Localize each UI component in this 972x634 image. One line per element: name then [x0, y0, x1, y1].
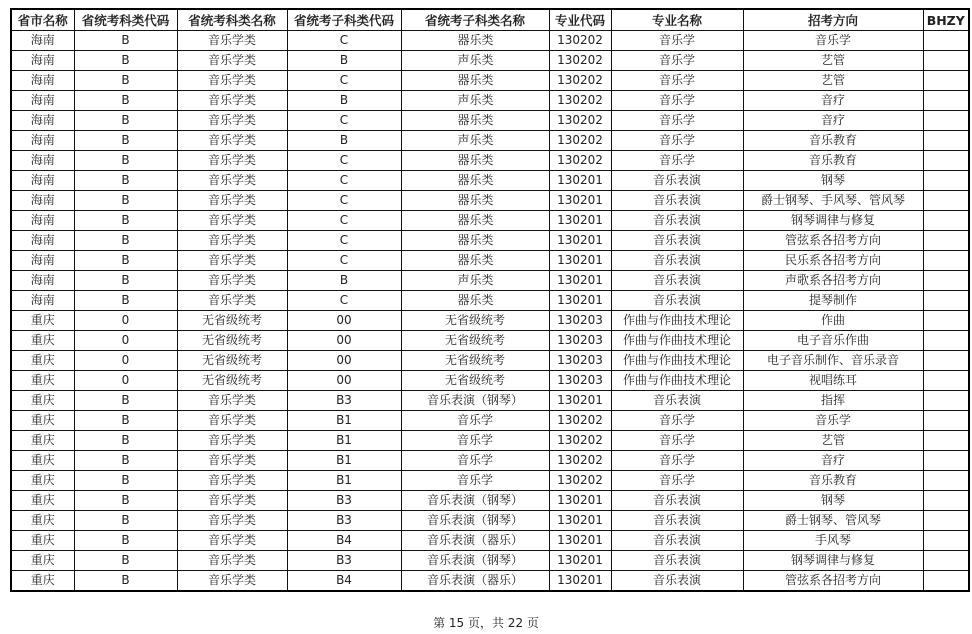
cell-exam-category-code: 0 [74, 311, 177, 331]
cell-major-name: 音乐表演 [611, 191, 743, 211]
cell-sub-category-name: 声乐类 [401, 91, 549, 111]
cell-admission-direction: 艺管 [743, 71, 923, 91]
cell-major-code: 130201 [549, 511, 611, 531]
cell-exam-category-name: 音乐学类 [177, 191, 287, 211]
cell-major-code: 130202 [549, 91, 611, 111]
cell-sub-category-code: B1 [287, 411, 401, 431]
cell-admission-direction: 音乐教育 [743, 151, 923, 171]
cell-major-name: 音乐学 [611, 51, 743, 71]
cell-exam-category-name: 音乐学类 [177, 551, 287, 571]
cell-province: 重庆 [11, 431, 74, 451]
cell-sub-category-name: 声乐类 [401, 51, 549, 71]
cell-major-code: 130201 [549, 551, 611, 571]
cell-province: 海南 [11, 191, 74, 211]
cell-bhzy [923, 531, 969, 551]
cell-sub-category-code: B1 [287, 451, 401, 471]
cell-exam-category-code: B [74, 111, 177, 131]
cell-province: 重庆 [11, 511, 74, 531]
cell-province: 海南 [11, 71, 74, 91]
header-bhzy: BHZY [923, 9, 969, 31]
cell-major-code: 130202 [549, 431, 611, 451]
cell-exam-category-name: 无省级统考 [177, 351, 287, 371]
cell-major-code: 130202 [549, 151, 611, 171]
cell-major-code: 130202 [549, 131, 611, 151]
cell-exam-category-code: B [74, 571, 177, 592]
cell-exam-category-code: 0 [74, 351, 177, 371]
cell-sub-category-code: B4 [287, 531, 401, 551]
cell-major-name: 音乐表演 [611, 531, 743, 551]
cell-sub-category-code: B3 [287, 491, 401, 511]
cell-province: 重庆 [11, 491, 74, 511]
cell-province: 海南 [11, 211, 74, 231]
table-row [11, 191, 969, 211]
cell-major-name: 音乐学 [611, 131, 743, 151]
cell-exam-category-code: B [74, 251, 177, 271]
cell-major-name: 音乐学 [611, 411, 743, 431]
cell-sub-category-code: 00 [287, 311, 401, 331]
cell-bhzy [923, 311, 969, 331]
cell-bhzy [923, 471, 969, 491]
cell-bhzy [923, 511, 969, 531]
cell-exam-category-name: 无省级统考 [177, 371, 287, 391]
cell-major-name: 音乐学 [611, 451, 743, 471]
cell-exam-category-name: 音乐学类 [177, 511, 287, 531]
cell-sub-category-name: 音乐表演（钢琴） [401, 511, 549, 531]
cell-sub-category-name: 无省级统考 [401, 311, 549, 331]
cell-bhzy [923, 171, 969, 191]
cell-exam-category-code: B [74, 131, 177, 151]
cell-admission-direction: 管弦系各招考方向 [743, 231, 923, 251]
cell-admission-direction: 指挥 [743, 391, 923, 411]
cell-exam-category-name: 音乐学类 [177, 171, 287, 191]
cell-major-name: 音乐表演 [611, 171, 743, 191]
cell-major-code: 130203 [549, 311, 611, 331]
cell-exam-category-code: B [74, 31, 177, 51]
cell-exam-category-name: 音乐学类 [177, 451, 287, 471]
cell-exam-category-code: B [74, 551, 177, 571]
table-row [11, 131, 969, 151]
cell-bhzy [923, 191, 969, 211]
cell-admission-direction: 音疗 [743, 111, 923, 131]
cell-major-name: 作曲与作曲技术理论 [611, 371, 743, 391]
cell-sub-category-name: 器乐类 [401, 151, 549, 171]
cell-bhzy [923, 231, 969, 251]
cell-major-code: 130202 [549, 411, 611, 431]
cell-province: 海南 [11, 251, 74, 271]
cell-exam-category-name: 音乐学类 [177, 431, 287, 451]
cell-sub-category-code: B1 [287, 471, 401, 491]
cell-sub-category-name: 器乐类 [401, 171, 549, 191]
table-row [11, 431, 969, 451]
cell-exam-category-name: 无省级统考 [177, 311, 287, 331]
cell-exam-category-code: B [74, 511, 177, 531]
cell-exam-category-name: 音乐学类 [177, 391, 287, 411]
cell-bhzy [923, 411, 969, 431]
cell-major-name: 音乐学 [611, 111, 743, 131]
cell-sub-category-code: B [287, 91, 401, 111]
cell-sub-category-name: 器乐类 [401, 111, 549, 131]
cell-sub-category-name: 无省级统考 [401, 331, 549, 351]
cell-major-name: 音乐表演 [611, 251, 743, 271]
cell-exam-category-code: B [74, 151, 177, 171]
cell-major-name: 音乐表演 [611, 291, 743, 311]
cell-major-name: 作曲与作曲技术理论 [611, 331, 743, 351]
cell-sub-category-code: C [287, 251, 401, 271]
cell-exam-category-name: 音乐学类 [177, 151, 287, 171]
cell-exam-category-code: B [74, 191, 177, 211]
cell-sub-category-code: C [287, 211, 401, 231]
cell-admission-direction: 钢琴 [743, 491, 923, 511]
cell-sub-category-code: C [287, 191, 401, 211]
cell-province: 重庆 [11, 551, 74, 571]
cell-sub-category-name: 音乐学 [401, 471, 549, 491]
table-row [11, 71, 969, 91]
cell-exam-category-name: 音乐学类 [177, 231, 287, 251]
cell-sub-category-code: B3 [287, 551, 401, 571]
cell-major-code: 130202 [549, 471, 611, 491]
table-row [11, 551, 969, 571]
cell-sub-category-code: 00 [287, 351, 401, 371]
cell-admission-direction: 管弦系各招考方向 [743, 571, 923, 592]
cell-sub-category-code: C [287, 31, 401, 51]
cell-sub-category-name: 器乐类 [401, 291, 549, 311]
table-row [11, 371, 969, 391]
cell-exam-category-code: B [74, 211, 177, 231]
cell-bhzy [923, 51, 969, 71]
table-row [11, 411, 969, 431]
cell-bhzy [923, 91, 969, 111]
cell-bhzy [923, 571, 969, 592]
table-row [11, 451, 969, 471]
cell-exam-category-code: B [74, 451, 177, 471]
cell-exam-category-name: 音乐学类 [177, 471, 287, 491]
cell-province: 重庆 [11, 331, 74, 351]
cell-admission-direction: 艺管 [743, 431, 923, 451]
table-row [11, 491, 969, 511]
cell-province: 海南 [11, 91, 74, 111]
cell-major-name: 音乐表演 [611, 231, 743, 251]
cell-province: 重庆 [11, 571, 74, 592]
cell-sub-category-code: B4 [287, 571, 401, 592]
cell-sub-category-code: B1 [287, 431, 401, 451]
table-header-row [11, 9, 969, 31]
cell-province: 重庆 [11, 531, 74, 551]
cell-sub-category-name: 音乐学 [401, 451, 549, 471]
cell-sub-category-code: B3 [287, 511, 401, 531]
cell-major-code: 130202 [549, 111, 611, 131]
cell-major-code: 130201 [549, 391, 611, 411]
header-exam-category-code: 省统考科类代码 [74, 9, 177, 31]
cell-major-name: 音乐学 [611, 431, 743, 451]
table-row [11, 251, 969, 271]
header-sub-category-name: 省统考子科类名称 [401, 9, 549, 31]
cell-sub-category-name: 器乐类 [401, 211, 549, 231]
cell-exam-category-name: 音乐学类 [177, 31, 287, 51]
header-admission-direction: 招考方向 [743, 9, 923, 31]
cell-bhzy [923, 451, 969, 471]
cell-bhzy [923, 391, 969, 411]
table-row [11, 271, 969, 291]
cell-major-name: 音乐表演 [611, 491, 743, 511]
table-row [11, 151, 969, 171]
cell-major-name: 音乐学 [611, 151, 743, 171]
table-row [11, 291, 969, 311]
table-row [11, 391, 969, 411]
cell-sub-category-name: 音乐表演（器乐） [401, 571, 549, 592]
cell-major-code: 130201 [549, 211, 611, 231]
cell-bhzy [923, 251, 969, 271]
cell-province: 海南 [11, 171, 74, 191]
cell-admission-direction: 作曲 [743, 311, 923, 331]
cell-bhzy [923, 111, 969, 131]
cell-bhzy [923, 331, 969, 351]
cell-exam-category-code: B [74, 231, 177, 251]
cell-admission-direction: 音乐教育 [743, 131, 923, 151]
cell-province: 重庆 [11, 311, 74, 331]
cell-major-name: 音乐表演 [611, 511, 743, 531]
cell-exam-category-code: B [74, 531, 177, 551]
cell-province: 海南 [11, 111, 74, 131]
cell-exam-category-code: 0 [74, 331, 177, 351]
cell-province: 重庆 [11, 451, 74, 471]
cell-sub-category-code: C [287, 151, 401, 171]
cell-exam-category-name: 音乐学类 [177, 111, 287, 131]
cell-sub-category-name: 声乐类 [401, 271, 549, 291]
cell-exam-category-name: 音乐学类 [177, 411, 287, 431]
cell-province: 海南 [11, 131, 74, 151]
cell-province: 重庆 [11, 411, 74, 431]
cell-bhzy [923, 31, 969, 51]
cell-province: 海南 [11, 31, 74, 51]
cell-sub-category-name: 音乐表演（器乐） [401, 531, 549, 551]
page-footer: 第 15 页，共 22 页 [433, 616, 539, 630]
cell-admission-direction: 钢琴调律与修复 [743, 211, 923, 231]
cell-sub-category-name: 器乐类 [401, 251, 549, 271]
cell-sub-category-name: 音乐学 [401, 411, 549, 431]
cell-sub-category-name: 器乐类 [401, 31, 549, 51]
cell-exam-category-name: 音乐学类 [177, 51, 287, 71]
cell-exam-category-code: B [74, 431, 177, 451]
cell-province: 重庆 [11, 391, 74, 411]
cell-exam-category-name: 音乐学类 [177, 211, 287, 231]
cell-sub-category-name: 无省级统考 [401, 371, 549, 391]
cell-admission-direction: 音乐学 [743, 411, 923, 431]
cell-major-code: 130201 [549, 291, 611, 311]
cell-exam-category-name: 音乐学类 [177, 271, 287, 291]
table-row [11, 471, 969, 491]
cell-major-name: 音乐表演 [611, 271, 743, 291]
cell-sub-category-code: C [287, 71, 401, 91]
cell-exam-category-name: 音乐学类 [177, 91, 287, 111]
table-row [11, 311, 969, 331]
table-row [11, 531, 969, 551]
cell-exam-category-name: 音乐学类 [177, 251, 287, 271]
cell-exam-category-name: 音乐学类 [177, 291, 287, 311]
cell-major-code: 130201 [549, 531, 611, 551]
cell-sub-category-code: 00 [287, 371, 401, 391]
cell-bhzy [923, 431, 969, 451]
cell-province: 重庆 [11, 351, 74, 371]
cell-major-code: 130201 [549, 271, 611, 291]
table-row [11, 211, 969, 231]
cell-admission-direction: 音疗 [743, 451, 923, 471]
cell-exam-category-code: B [74, 291, 177, 311]
cell-province: 重庆 [11, 371, 74, 391]
cell-sub-category-code: C [287, 111, 401, 131]
cell-sub-category-code: B3 [287, 391, 401, 411]
cell-sub-category-name: 音乐表演（钢琴） [401, 491, 549, 511]
cell-exam-category-code: B [74, 491, 177, 511]
cell-sub-category-code: 00 [287, 331, 401, 351]
cell-bhzy [923, 151, 969, 171]
cell-major-code: 130202 [549, 51, 611, 71]
cell-exam-category-name: 音乐学类 [177, 531, 287, 551]
cell-major-code: 130202 [549, 71, 611, 91]
cell-bhzy [923, 211, 969, 231]
cell-major-code: 130201 [549, 571, 611, 592]
cell-exam-category-code: B [74, 171, 177, 191]
cell-major-code: 130201 [549, 231, 611, 251]
cell-admission-direction: 艺管 [743, 51, 923, 71]
cell-province: 重庆 [11, 471, 74, 491]
cell-major-code: 130203 [549, 371, 611, 391]
cell-major-code: 130201 [549, 191, 611, 211]
cell-bhzy [923, 291, 969, 311]
cell-admission-direction: 电子音乐作曲 [743, 331, 923, 351]
cell-province: 海南 [11, 291, 74, 311]
cell-admission-direction: 钢琴调律与修复 [743, 551, 923, 571]
cell-major-name: 音乐表演 [611, 571, 743, 592]
cell-major-code: 130203 [549, 351, 611, 371]
table-row [11, 231, 969, 251]
cell-exam-category-code: B [74, 411, 177, 431]
table-row [11, 351, 969, 371]
cell-major-name: 音乐学 [611, 31, 743, 51]
cell-admission-direction: 民乐系各招考方向 [743, 251, 923, 271]
cell-admission-direction: 手风琴 [743, 531, 923, 551]
cell-sub-category-code: C [287, 291, 401, 311]
cell-major-code: 130202 [549, 31, 611, 51]
cell-major-name: 音乐表演 [611, 551, 743, 571]
header-sub-category-code: 省统考子科类代码 [287, 9, 401, 31]
header-major-name: 专业名称 [611, 9, 743, 31]
cell-sub-category-name: 无省级统考 [401, 351, 549, 371]
cell-province: 海南 [11, 271, 74, 291]
cell-sub-category-code: C [287, 231, 401, 251]
cell-major-name: 音乐表演 [611, 211, 743, 231]
cell-sub-category-name: 声乐类 [401, 131, 549, 151]
cell-exam-category-name: 音乐学类 [177, 71, 287, 91]
cell-major-name: 音乐学 [611, 71, 743, 91]
cell-province: 海南 [11, 51, 74, 71]
cell-major-code: 130203 [549, 331, 611, 351]
cell-sub-category-code: B [287, 51, 401, 71]
table-row [11, 511, 969, 531]
cell-major-code: 130201 [549, 251, 611, 271]
cell-exam-category-code: B [74, 391, 177, 411]
cell-bhzy [923, 351, 969, 371]
cell-major-name: 音乐学 [611, 91, 743, 111]
header-exam-category-name: 省统考科类名称 [177, 9, 287, 31]
cell-sub-category-name: 音乐表演（钢琴） [401, 551, 549, 571]
cell-bhzy [923, 491, 969, 511]
cell-major-code: 130202 [549, 451, 611, 471]
cell-bhzy [923, 271, 969, 291]
table-row [11, 331, 969, 351]
cell-sub-category-name: 音乐学 [401, 431, 549, 451]
table-row [11, 171, 969, 191]
cell-exam-category-code: B [74, 71, 177, 91]
cell-province: 海南 [11, 231, 74, 251]
cell-exam-category-name: 音乐学类 [177, 131, 287, 151]
cell-exam-category-code: 0 [74, 371, 177, 391]
cell-major-name: 音乐表演 [611, 391, 743, 411]
table-row [11, 51, 969, 71]
cell-admission-direction: 视唱练耳 [743, 371, 923, 391]
cell-admission-direction: 音乐学 [743, 31, 923, 51]
cell-admission-direction: 爵士钢琴、管风琴 [743, 511, 923, 531]
cell-admission-direction: 音疗 [743, 91, 923, 111]
cell-sub-category-code: B [287, 131, 401, 151]
cell-major-name: 作曲与作曲技术理论 [611, 311, 743, 331]
cell-exam-category-name: 无省级统考 [177, 331, 287, 351]
cell-province: 海南 [11, 151, 74, 171]
cell-sub-category-name: 器乐类 [401, 231, 549, 251]
cell-sub-category-code: C [287, 171, 401, 191]
cell-bhzy [923, 131, 969, 151]
cell-exam-category-code: B [74, 51, 177, 71]
cell-exam-category-code: B [74, 91, 177, 111]
table-row [11, 111, 969, 131]
cell-sub-category-code: B [287, 271, 401, 291]
cell-admission-direction: 爵士钢琴、手风琴、管风琴 [743, 191, 923, 211]
cell-major-code: 130201 [549, 491, 611, 511]
cell-sub-category-name: 音乐表演（钢琴） [401, 391, 549, 411]
cell-admission-direction: 音乐教育 [743, 471, 923, 491]
cell-bhzy [923, 71, 969, 91]
cell-sub-category-name: 器乐类 [401, 71, 549, 91]
cell-bhzy [923, 371, 969, 391]
cell-admission-direction: 提琴制作 [743, 291, 923, 311]
header-province: 省市名称 [11, 9, 74, 31]
cell-bhzy [923, 551, 969, 571]
cell-exam-category-name: 音乐学类 [177, 491, 287, 511]
cell-exam-category-name: 音乐学类 [177, 571, 287, 592]
admissions-table [10, 8, 970, 592]
header-major-code: 专业代码 [549, 9, 611, 31]
cell-major-name: 音乐学 [611, 471, 743, 491]
cell-exam-category-code: B [74, 471, 177, 491]
cell-sub-category-name: 器乐类 [401, 191, 549, 211]
cell-major-name: 作曲与作曲技术理论 [611, 351, 743, 371]
cell-admission-direction: 电子音乐制作、音乐录音 [743, 351, 923, 371]
cell-major-code: 130201 [549, 171, 611, 191]
table-row [11, 91, 969, 111]
cell-admission-direction: 钢琴 [743, 171, 923, 191]
table-row [11, 31, 969, 51]
table-row [11, 571, 969, 592]
cell-exam-category-code: B [74, 271, 177, 291]
cell-admission-direction: 声歌系各招考方向 [743, 271, 923, 291]
